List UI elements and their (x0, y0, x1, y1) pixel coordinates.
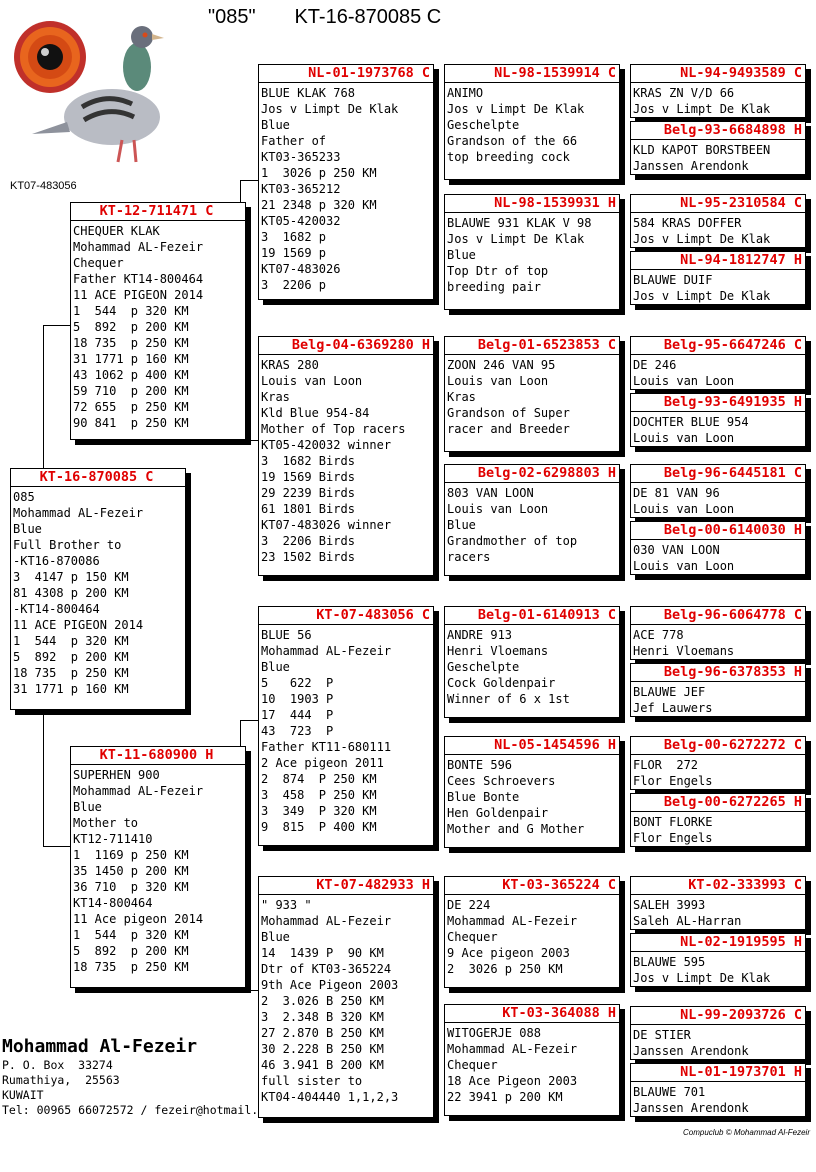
ring-number: KT-02-333993 C (631, 877, 805, 895)
pedigree-title: "085" KT-16-870085 C (208, 6, 442, 28)
bird-detail-line: Geschelpte (447, 660, 520, 674)
pedigree-card-g3 (630, 194, 806, 248)
bird-detail-line: Flor Engels (633, 774, 713, 788)
ring-number: Belg-00-6272272 C (631, 737, 805, 755)
bird-detail-line: 11 ACE PIGEON 2014 (73, 288, 204, 302)
bird-detail-line: racer and Breeder (447, 422, 570, 436)
bird-detail-line: KRAS ZN V/D 66 (633, 86, 735, 100)
photo-ref: KT07-483056 (10, 180, 77, 192)
bird-detail-line: KT14-800464 (73, 896, 153, 910)
bird-detail-line: DOCHTER BLUE 954 (633, 415, 749, 429)
bird-detail-line: Blue (13, 522, 42, 536)
ring-number: Belg-00-6272265 H (631, 794, 805, 812)
bird-detail-line: BONTE 596 (447, 758, 513, 772)
ring-number: Belg-96-6445181 C (631, 465, 805, 483)
bird-detail-line: Grandson of the 66 (447, 134, 578, 148)
pedigree-card-dss (444, 606, 620, 718)
bird-detail-line: 43 1062 p 400 KM (73, 368, 189, 382)
ring-number: Belg-01-6140913 C (445, 607, 619, 625)
bird-detail-line: -KT14-800464 (13, 602, 100, 616)
bird-detail-line: Mohammad AL-Fezeir (447, 1042, 578, 1056)
bird-detail-line: Grandmother of top (447, 534, 578, 548)
ring-number: NL-98-1539931 H (445, 195, 619, 213)
pedigree-card-g7 (630, 464, 806, 518)
bird-detail-line: 9 Ace pigeon 2003 (447, 946, 570, 960)
bird-detail-line: 18 735 p 250 KM (73, 336, 189, 350)
pedigree-card-g6 (630, 393, 806, 447)
pedigree-card-g9 (630, 606, 806, 660)
bird-detail-line: 59 710 p 200 KM (73, 384, 189, 398)
ring-number: Belg-01-6523853 C (445, 337, 619, 355)
bird-detail-line: Full Brother to (13, 538, 122, 552)
bird-detail-line: 1 544 p 320 KM (13, 634, 129, 648)
bird-detail-line: 5 892 p 200 KM (13, 650, 129, 664)
bird-detail-line: 35 1450 p 200 KM (73, 864, 189, 878)
bird-detail-line: Blue (261, 930, 290, 944)
bird-detail-line: Chequer (447, 1058, 498, 1072)
bird-detail-line: BONT FLORKE (633, 815, 713, 829)
bird-detail-line: 2 3026 p 250 KM (447, 962, 563, 976)
bird-detail-line: 36 710 p 320 KM (73, 880, 189, 894)
bird-detail-line: 3 458 P 250 KM (261, 788, 377, 802)
pedigree-card-g11 (630, 736, 806, 790)
bird-detail-line: WITOGERJE 088 (447, 1026, 541, 1040)
bird-detail-line: 1 544 p 320 KM (73, 304, 189, 318)
bird-detail-line: Mohammad AL-Fezeir (261, 914, 392, 928)
bird-detail-line: Blue (73, 800, 102, 814)
bird-detail-line: Louis van Loon (633, 559, 735, 573)
bird-detail-line: KT03-365233 (261, 150, 341, 164)
pedigree-card-sdd (444, 464, 620, 576)
bird-detail-line: 19 1569 p (261, 246, 327, 260)
ring-number: NL-95-2310584 C (631, 195, 805, 213)
pedigree-card-ssd (444, 194, 620, 310)
bird-detail-line: Kras (447, 390, 476, 404)
pedigree-card-g12 (630, 793, 806, 847)
bird-detail-line: Father KT14-800464 (73, 272, 204, 286)
bird-detail-line: 30 2.228 B 250 KM (261, 1042, 384, 1056)
bird-detail-line: Henri Vloemans (447, 644, 549, 658)
ring-number: Belg-00-6140030 H (631, 522, 805, 540)
bird-detail-line: BLAUWE DUIF (633, 273, 713, 287)
bird-detail-line: 90 841 p 250 KM (73, 416, 189, 430)
bird-detail-line: BLUE 56 (261, 628, 312, 642)
bird-detail-line: ANDRE 913 (447, 628, 513, 642)
bird-detail-line: DE 224 (447, 898, 491, 912)
bird-detail-line: Cock Goldenpair (447, 676, 556, 690)
owner-address (2, 1036, 258, 1118)
bird-detail-line: 5 622 P (261, 676, 334, 690)
pedigree-card-sds (444, 336, 620, 452)
bird-detail-line: KT07-483026 winner (261, 518, 392, 532)
bird-detail-line: Dtr of KT03-365224 (261, 962, 392, 976)
bird-detail-line: 085 (13, 490, 35, 504)
bird-detail-line: 31 1771 p 160 KM (73, 352, 189, 366)
bird-detail-line: racers (447, 550, 491, 564)
bird-detail-line: 1 1169 p 250 KM (73, 848, 189, 862)
bird-detail-line: 21 2348 p 320 KM (261, 198, 377, 212)
pedigree-card-g2 (630, 121, 806, 175)
bird-detail-line: 3 2.348 B 320 KM (261, 1010, 384, 1024)
ring-number: Belg-95-6647246 C (631, 337, 805, 355)
bird-detail-line: SUPERHEN 900 (73, 768, 160, 782)
ring-number: KT-07-483056 C (259, 607, 433, 625)
bird-detail-line: CHEQUER KLAK (73, 224, 160, 238)
bird-detail-line: Jef Lauwers (633, 701, 713, 715)
bird-detail-line: 61 1801 Birds (261, 502, 355, 516)
pedigree-card-g5 (630, 336, 806, 390)
bird-detail-line: KT04-404440 1,1,2,3 (261, 1090, 399, 1104)
eye-icon (14, 21, 86, 93)
bird-detail-line: Henri Vloemans (633, 644, 735, 658)
bird-detail-line: Jos v Limpt De Klak (633, 289, 771, 303)
bird-detail-line: 3 349 P 320 KM (261, 804, 377, 818)
bird-detail-line: Grandson of Super (447, 406, 570, 420)
bird-detail-line: 18 735 p 250 KM (73, 960, 189, 974)
bird-detail-line: 584 KRAS DOFFER (633, 216, 742, 230)
bird-detail-line: DE STIER (633, 1028, 691, 1042)
pedigree-card-dsd (444, 736, 620, 848)
bird-detail-line: Louis van Loon (447, 502, 549, 516)
pedigree-card-g8 (630, 521, 806, 575)
bird-detail-line: full sister to (261, 1074, 363, 1088)
bird-detail-line: 3 2206 Birds (261, 534, 355, 548)
bird-detail-line: KT05-420032 winner (261, 438, 392, 452)
bird-detail-line: DE 246 (633, 358, 677, 372)
pedigree-card-sd (258, 336, 434, 576)
bird-detail-line: ZOON 246 VAN 95 (447, 358, 556, 372)
pedigree-card-sss (444, 64, 620, 180)
bird-detail-line: breeding pair (447, 280, 541, 294)
bird-detail-line: 81 4308 p 200 KM (13, 586, 129, 600)
bird-detail-line: 803 VAN LOON (447, 486, 534, 500)
owner-line: Rumathiya, 25563 (2, 1073, 120, 1087)
bird-detail-line: 46 3.941 B 200 KM (261, 1058, 384, 1072)
bird-detail-line: Jos v Limpt De Klak (447, 102, 585, 116)
bird-detail-line: DE 81 VAN 96 (633, 486, 720, 500)
bird-detail-line: Blue (447, 248, 476, 262)
bird-detail-line: Jos v Limpt De Klak (447, 232, 585, 246)
bird-detail-line: Janssen Arendonk (633, 159, 749, 173)
ring-number: Belg-93-6684898 H (631, 122, 805, 140)
bird-detail-line: Chequer (447, 930, 498, 944)
bird-detail-line: KRAS 280 (261, 358, 319, 372)
bird-detail-line: 27 2.870 B 250 KM (261, 1026, 384, 1040)
ring-number: Belg-02-6298803 H (445, 465, 619, 483)
bird-detail-line: top breeding cock (447, 150, 570, 164)
bird-detail-line: Louis van Loon (261, 374, 363, 388)
bird-detail-line: 3 4147 p 150 KM (13, 570, 129, 584)
bird-detail-line: Mother to (73, 816, 139, 830)
ring-number: NL-02-1919595 H (631, 934, 805, 952)
bird-detail-line: Louis van Loon (447, 374, 549, 388)
bird-detail-line: Janssen Arendonk (633, 1044, 749, 1058)
bird-detail-line: Cees Schroevers (447, 774, 556, 788)
bird-detail-line: Kras (261, 390, 290, 404)
bird-detail-line: SALEH 3993 (633, 898, 706, 912)
pedigree-card-subject (10, 468, 186, 710)
ring-number: KT-12-711471 C (71, 203, 245, 221)
pedigree-card-ss (258, 64, 434, 300)
ring-number: NL-01-1973768 C (259, 65, 433, 83)
bird-detail-line: BLAUWE 595 (633, 955, 706, 969)
bird-detail-line: Winner of 6 x 1st (447, 692, 570, 706)
ring-number: KT-03-364088 H (445, 1005, 619, 1023)
bird-detail-line: Hen Goldenpair (447, 806, 549, 820)
bird-detail-line: FLOR 272 (633, 758, 699, 772)
bird-detail-line: Mohammad AL-Fezeir (73, 784, 204, 798)
bird-detail-line: BLAUWE JEF (633, 685, 706, 699)
ring-number: Belg-96-6378353 H (631, 664, 805, 682)
bird-detail-line: KT03-365212 (261, 182, 341, 196)
bird-detail-line: " 933 " (261, 898, 312, 912)
ring-number: KT-11-680900 H (71, 747, 245, 765)
bird-detail-line: Louis van Loon (633, 374, 735, 388)
ring-number: NL-98-1539914 C (445, 65, 619, 83)
bird-detail-line: 1 3026 p 250 KM (261, 166, 377, 180)
bird-detail-line: 11 Ace pigeon 2014 (73, 912, 204, 926)
bird-detail-line: 2 Ace pigeon 2011 (261, 756, 384, 770)
bird-detail-line: 23 1502 Birds (261, 550, 355, 564)
bird-detail-line: Kld Blue 954-84 (261, 406, 370, 420)
bird-detail-line: KT07-483026 (261, 262, 341, 276)
bird-detail-line: 2 3.026 B 250 KM (261, 994, 384, 1008)
bird-detail-line: KLD KAPOT BORSTBEEN (633, 143, 771, 157)
pedigree-card-sire (70, 202, 246, 440)
bird-detail-line: Jos v Limpt De Klak (633, 971, 771, 985)
ring-number: Belg-04-6369280 H (259, 337, 433, 355)
bird-detail-line: 18 735 p 250 KM (13, 666, 129, 680)
bird-detail-line: 29 2239 Birds (261, 486, 355, 500)
owner-line: Tel: 00965 66072572 / fezeir@hotmail. (2, 1103, 259, 1117)
ring-number: NL-01-1973701 H (631, 1064, 805, 1082)
pedigree-card-dam (70, 746, 246, 988)
bird-detail-line: Jos v Limpt De Klak (633, 102, 771, 116)
bird-detail-line: 2 874 P 250 KM (261, 772, 377, 786)
bird-detail-line: 22 3941 p 200 KM (447, 1090, 563, 1104)
pedigree-card-dd (258, 876, 434, 1118)
pedigree-card-g4 (630, 251, 806, 305)
ring-number: KT-16-870085 C (11, 469, 185, 487)
bird-detail-line: Blue Bonte (447, 790, 520, 804)
bird-detail-line: 1 544 p 320 KM (73, 928, 189, 942)
owner-name: Mohammad Al-Fezeir (2, 1036, 198, 1057)
bird-detail-line: 18 Ace Pigeon 2003 (447, 1074, 578, 1088)
pedigree-card-ddd (444, 1004, 620, 1116)
owner-line: KUWAIT (2, 1088, 44, 1102)
ring-number: KT-07-482933 H (259, 877, 433, 895)
bird-detail-line: 5 892 p 200 KM (73, 320, 189, 334)
bird-detail-line: 3 1682 p (261, 230, 327, 244)
bird-detail-line: Father KT11-680111 (261, 740, 392, 754)
bird-detail-line: Father of (261, 134, 327, 148)
bird-detail-line: 11 ACE PIGEON 2014 (13, 618, 144, 632)
bird-detail-line: Saleh AL-Harran (633, 914, 742, 928)
bird-detail-line: 17 444 P (261, 708, 334, 722)
bird-detail-line: Louis van Loon (633, 431, 735, 445)
bird-detail-line: Mohammad AL-Fezeir (73, 240, 204, 254)
pedigree-card-dds (444, 876, 620, 988)
bird-detail-line: ANIMO (447, 86, 484, 100)
bird-detail-line: Louis van Loon (633, 502, 735, 516)
bird-detail-line: Janssen Arendonk (633, 1101, 749, 1115)
bird-detail-line: Blue (447, 518, 476, 532)
bird-detail-line: 9th Ace Pigeon 2003 (261, 978, 399, 992)
bird-detail-line: Mohammad AL-Fezeir (261, 644, 392, 658)
bird-detail-line: 19 1569 Birds (261, 470, 355, 484)
bird-detail-line: ACE 778 (633, 628, 684, 642)
bird-detail-line: Blue (261, 660, 290, 674)
pedigree-card-g15 (630, 1006, 806, 1060)
bird-detail-line: 10 1903 P (261, 692, 334, 706)
bird-detail-line: Jos v Limpt De Klak (633, 232, 771, 246)
bird-detail-line: 3 2206 p (261, 278, 327, 292)
pigeon-photo (12, 12, 167, 167)
bird-detail-line: BLUE KLAK 768 (261, 86, 355, 100)
bird-detail-line: Mother and G Mother (447, 822, 585, 836)
bird-detail-line: 3 1682 Birds (261, 454, 355, 468)
bird-detail-line: KT12-711410 (73, 832, 153, 846)
pedigree-card-g16 (630, 1063, 806, 1117)
bird-detail-line: Top Dtr of top (447, 264, 549, 278)
pedigree-card-g10 (630, 663, 806, 717)
ring-number: NL-94-1812747 H (631, 252, 805, 270)
bird-detail-line: -KT16-870086 (13, 554, 100, 568)
bird-detail-line: Chequer (73, 256, 124, 270)
bird-detail-line: 14 1439 P 90 KM (261, 946, 384, 960)
ring-number: Belg-96-6064778 C (631, 607, 805, 625)
bird-detail-line: Mohammad AL-Fezeir (13, 506, 144, 520)
ring-number: KT-03-365224 C (445, 877, 619, 895)
bird-detail-line: 43 723 P (261, 724, 334, 738)
ring-number: NL-99-2093726 C (631, 1007, 805, 1025)
bird-detail-line: 72 655 p 250 KM (73, 400, 189, 414)
bird-detail-line: 5 892 p 200 KM (73, 944, 189, 958)
pedigree-card-g13 (630, 876, 806, 930)
pedigree-card-g14 (630, 933, 806, 987)
bird-detail-line: Flor Engels (633, 831, 713, 845)
bird-detail-line: 31 1771 p 160 KM (13, 682, 129, 696)
bird-detail-line: Jos v Limpt De Klak (261, 102, 399, 116)
bird-detail-line: 9 815 P 400 KM (261, 820, 377, 834)
bird-detail-line: Mother of Top racers (261, 422, 406, 436)
bird-detail-line: Mohammad AL-Fezeir (447, 914, 578, 928)
bird-detail-line: KT05-420032 (261, 214, 341, 228)
bird-detail-line: 030 VAN LOON (633, 543, 720, 557)
owner-line: P. O. Box 33274 (2, 1058, 113, 1072)
ring-number: Belg-93-6491935 H (631, 394, 805, 412)
bird-detail-line: BLAUWE 931 KLAK V 98 (447, 216, 592, 230)
pedigree-card-ds (258, 606, 434, 846)
bird-detail-line: Geschelpte (447, 118, 520, 132)
pedigree-card-g1 (630, 64, 806, 118)
copyright: Compuclub © Mohammad Al-Fezeir (683, 1128, 810, 1137)
ring-number: NL-94-9493589 C (631, 65, 805, 83)
ring-number: NL-05-1454596 H (445, 737, 619, 755)
bird-detail-line: BLAUWE 701 (633, 1085, 706, 1099)
bird-detail-line: Blue (261, 118, 290, 132)
